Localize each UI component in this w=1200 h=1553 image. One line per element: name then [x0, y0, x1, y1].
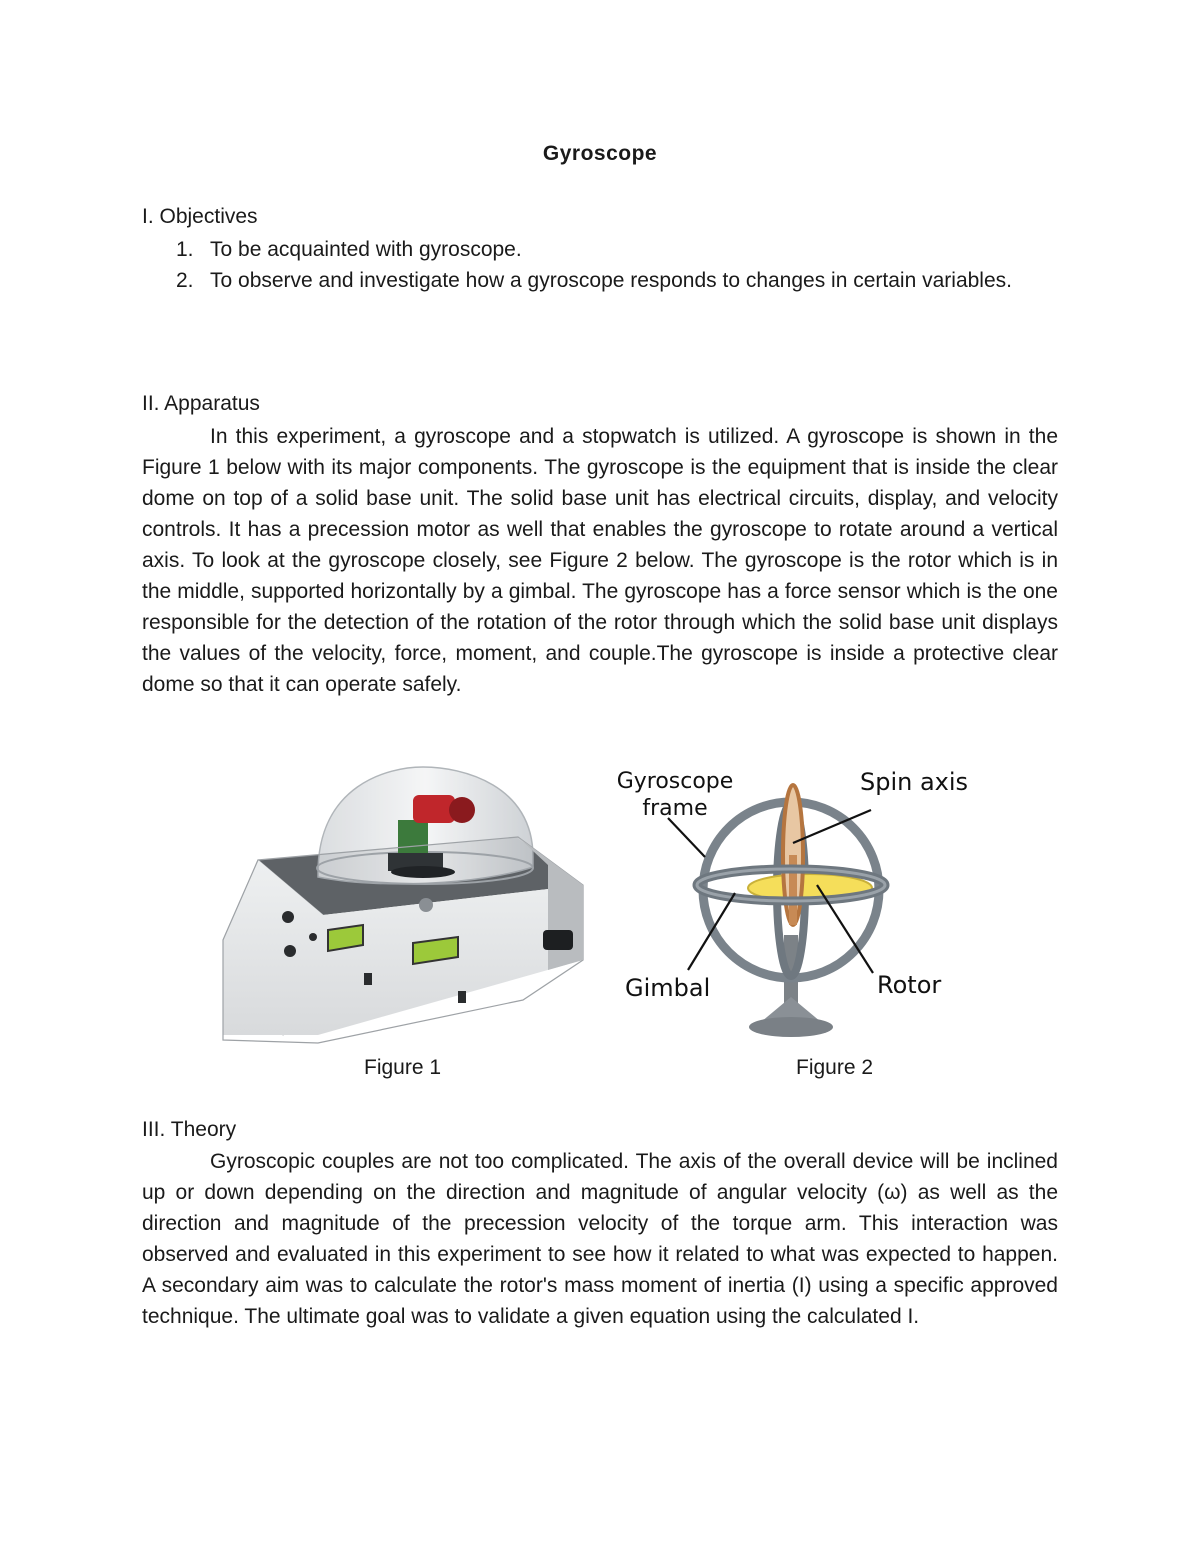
label-gimbal: Gimbal: [625, 974, 711, 1002]
theory-paragraph: Gyroscopic couples are not too complicated. The axis of the overall device will be inclined up or down depending on the direction and magnitude of angular velocity (ω) as well as the direction and magnitude of the precession velocity of the torque arm. This interaction was observed and evaluated in this experiment to see how it related to what was expected to happen. A secondary aim was to calculate the rotor's mass moment of inertia (I) using a specific approved technique. The ultimate goal was to validate a given equation using the calculated I.: [142, 1150, 1058, 1328]
figure-2-caption: Figure 2: [796, 1056, 874, 1079]
figure-1-caption: Figure 1: [364, 1056, 442, 1079]
apparatus-paragraph: In this experiment, a gyroscope and a stopwatch is utilized. A gyroscope is shown in the Figure 1 below with its major components. The gyroscope is the equipment that is inside the clear dome on top of a solid base unit. The solid base unit has electrical circuits, display, and velocity controls. It has a precession motor as well that enables the gyroscope to rotate around a vertical axis. To look at the gyroscope closely, see Figure 2 below. The gyroscope is the rotor which is in the middle, supported horizontally by a gimbal. The gyroscope has a force sensor which is the one responsible for the detection of the rotation of the rotor through which the solid base unit displays the values of the velocity, force, moment, and couple.The gyroscope is inside a protective clear dome so that it can operate safely.: [142, 425, 1058, 696]
objectives-heading: I. Objectives: [142, 205, 258, 228]
figure-2-gyroscope-diagram: [605, 765, 990, 1040]
figure-1-gyroscope-apparatus: [218, 765, 588, 1045]
list-item-text: To be acquainted with gyroscope.: [210, 238, 522, 261]
theory-heading: III. Theory: [142, 1118, 237, 1141]
label-spin-axis: Spin axis: [860, 768, 969, 796]
apparatus-heading: II. Apparatus: [142, 392, 260, 415]
page-title: Gyroscope: [542, 142, 658, 165]
list-item-number: 1.: [176, 238, 194, 261]
label-gyroscope-frame: Gyroscope: [616, 769, 734, 794]
list-item-number: 2.: [176, 269, 194, 292]
label-rotor: Rotor: [877, 971, 942, 999]
label-frame: frame: [642, 796, 708, 821]
list-item-text: To observe and investigate how a gyroscope responds to changes in certain variables.: [210, 269, 1012, 292]
